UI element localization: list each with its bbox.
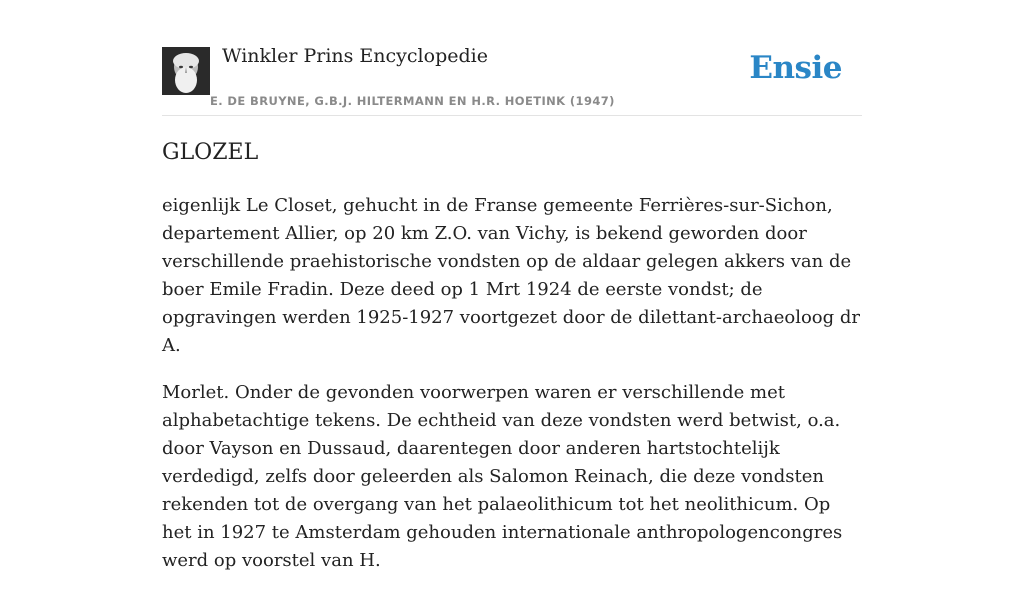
- header: [162, 0, 862, 116]
- article-title: GLOZEL: [162, 140, 259, 165]
- site-title[interactable]: Winkler Prins Encyclopedie: [222, 45, 488, 67]
- paragraph-1: eigenlijk Le Closet, gehucht in de Franse gemeente Ferrières-sur-Sichon, departement Allier, op 20 km Z.O. van Vichy, is bekend geworden door verschillende praehistorische vondsten op de aldaar gelegen akkers van de boer Emile Fradin. Deze deed op 1 Mrt 1924 de eerste vondst; de opgravingen werden 1925-1927 voortgezet door de dilettant-archaeoloog dr A.: [162, 195, 860, 356]
- brand-logo[interactable]: Ensie: [749, 50, 842, 86]
- author-avatar[interactable]: [162, 47, 210, 95]
- avatar-portrait: [162, 47, 210, 95]
- authors-line: E. DE BRUYNE, G.B.J. HILTERMANN EN H.R. HOETINK (1947): [210, 94, 615, 108]
- paragraph-2: Morlet. Onder de gevonden voorwerpen waren er verschillende met alphabetachtige tekens. De echtheid van deze vondsten werd betwist, o.a. door Vayson en Dussaud, daarentegen door anderen hartstochtelijk verdedigd, zelfs door geleerden als Salomon Reinach, die deze vondsten rekenden tot de overgang van het palaeolithicum tot het neolithicum. Op het in 1927 te Amsterdam gehouden internationale anthropologencongres werd op voorstel van H.: [162, 382, 843, 571]
- content-container: [162, 0, 862, 571]
- article-body: [162, 192, 862, 594]
